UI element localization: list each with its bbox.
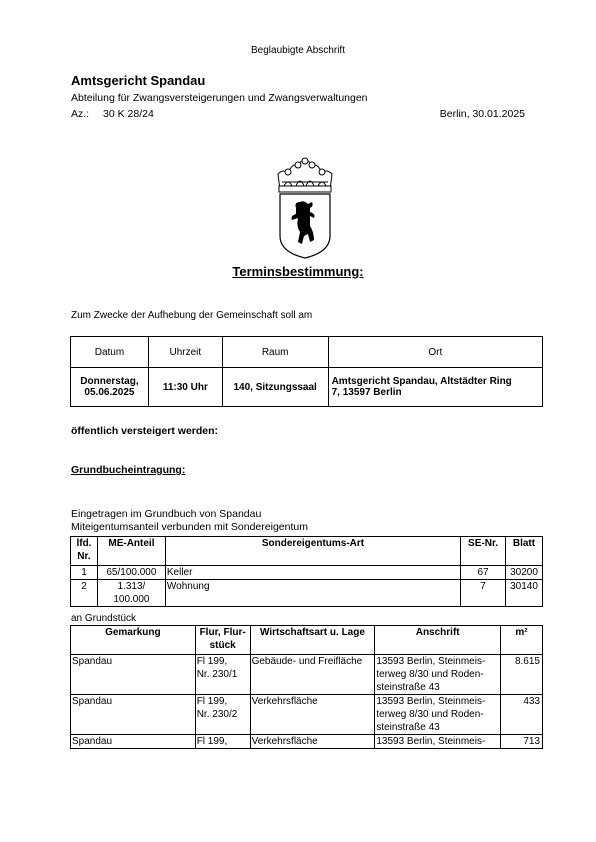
termin-uhrzeit: 11:30 Uhr (148, 368, 222, 407)
termin-ort (328, 368, 542, 407)
flur-line: Fl 199, (196, 656, 228, 667)
cell-me (97, 580, 165, 607)
cell-art: Keller (165, 566, 460, 580)
grundbuch-text: Eingetragen im Grundbuch von Spandau (71, 508, 262, 520)
auction-statement: öffentlich versteigert werden: (71, 425, 219, 437)
cell-gemarkung: Spandau (71, 695, 196, 735)
header-ort: Ort (328, 337, 542, 368)
me-line: 65/100.000 (106, 567, 157, 578)
header-blatt: Blatt (506, 537, 543, 566)
cell-art: Wohnung (165, 580, 460, 607)
intro-text: Zum Zwecke der Aufhebung der Gemeinschaft soll am (71, 310, 313, 321)
cell-anschrift (375, 655, 501, 695)
me-line: 100.000 (113, 594, 150, 605)
flur-line: Fl 199, (196, 696, 228, 707)
header-flur (195, 626, 250, 655)
cell-flur (195, 655, 250, 695)
cell-anschrift: 13593 Berlin, Steinmeis- (375, 735, 501, 749)
header-me-anteil: ME-Anteil (97, 537, 165, 566)
header-line: Nr. (77, 551, 91, 562)
grundstueck-table (70, 625, 543, 749)
cell-wirtschaftsart: Verkehrsfläche (250, 695, 375, 735)
table-header-row (71, 626, 543, 655)
cell-blatt: 30200 (506, 566, 543, 580)
table-row (71, 566, 543, 580)
header-line: stück (209, 640, 236, 651)
header-wirtschaftsart: Wirtschaftsart u. Lage (250, 626, 375, 655)
header-line: lfd. (76, 538, 92, 549)
anschrift-line: steinstraße 43 (376, 722, 440, 733)
header-art: Sondereigentums-Art (165, 537, 460, 566)
header-line: Flur, Flur- (199, 627, 246, 638)
cell-wirtschaftsart: Verkehrsfläche (250, 735, 375, 749)
header-label: Beglaubigte Abschrift (251, 45, 345, 56)
cell-nr: 2 (71, 580, 98, 607)
cell-nr: 1 (71, 566, 98, 580)
cell-flur (195, 695, 250, 735)
cell-blatt: 30140 (506, 580, 543, 607)
page-title: Terminsbestimmung: (232, 264, 364, 279)
court-department: Abteilung für Zwangsversteigerungen und Zwangsverwaltungen (71, 92, 368, 104)
table-row (71, 695, 543, 735)
header-gemarkung: Gemarkung (71, 626, 196, 655)
court-name: Amtsgericht Spandau (71, 73, 206, 88)
anschrift-line: terweg 8/30 und Roden- (376, 669, 484, 680)
anschrift-line: 13593 Berlin, Steinmeis- (376, 696, 486, 707)
datum-line: 05.06.2025 (84, 387, 135, 398)
header-datum: Datum (71, 337, 149, 368)
anschrift-line: 13593 Berlin, Steinmeis- (376, 656, 486, 667)
header-anschrift: Anschrift (375, 626, 501, 655)
cell-gemarkung: Spandau (71, 655, 196, 695)
cell-me (97, 566, 165, 580)
termin-table (70, 336, 543, 407)
cell-flur: Fl 199, (195, 735, 250, 749)
header-uhrzeit: Uhrzeit (148, 337, 222, 368)
termin-raum: 140, Sitzungssaal (222, 368, 328, 407)
table-row (71, 368, 543, 407)
cell-se-nr: 7 (461, 580, 506, 607)
header-raum: Raum (222, 337, 328, 368)
case-number: 30 K 28/24 (103, 108, 154, 120)
header-se-nr: SE-Nr. (461, 537, 506, 566)
header-lfd (71, 537, 98, 566)
cell-wirtschaftsart: Gebäude- und Freifläche (250, 655, 375, 695)
table-row (71, 655, 543, 695)
table-row (71, 580, 543, 607)
sondereigentum-table (70, 536, 543, 607)
case-number-label: Az.: (71, 108, 90, 120)
table-header-row (71, 337, 543, 368)
table-row (71, 735, 543, 749)
cell-gemarkung: Spandau (71, 735, 196, 749)
me-line: 1.313/ (117, 581, 146, 592)
cell-qm: 713 (501, 735, 543, 749)
section-heading: Grundbucheintragung: (71, 464, 186, 476)
cell-qm: 8.615 (501, 655, 543, 695)
datum-line: Donnerstag, (80, 376, 139, 387)
cell-se-nr: 67 (461, 566, 506, 580)
cell-anschrift (375, 695, 501, 735)
cell-qm: 433 (501, 695, 543, 735)
grundbuch-text: Miteigentumsanteil verbunden mit Sondereigentum (71, 521, 308, 533)
anschrift-line: terweg 8/30 und Roden- (376, 709, 484, 720)
header-qm: m² (501, 626, 543, 655)
grundstueck-label: an Grundstück (71, 613, 137, 624)
anschrift-line: steinstraße 43 (376, 682, 440, 693)
place-date: Berlin, 30.01.2025 (439, 108, 525, 120)
table-header-row (71, 537, 543, 566)
berlin-coat-of-arms-icon (274, 156, 336, 260)
termin-datum (71, 368, 149, 407)
ort-line: 7, 13597 Berlin (331, 387, 402, 398)
flur-line: Nr. 230/2 (196, 709, 238, 720)
ort-line: Amtsgericht Spandau, Altstädter Ring (331, 376, 512, 387)
flur-line: Nr. 230/1 (196, 669, 238, 680)
